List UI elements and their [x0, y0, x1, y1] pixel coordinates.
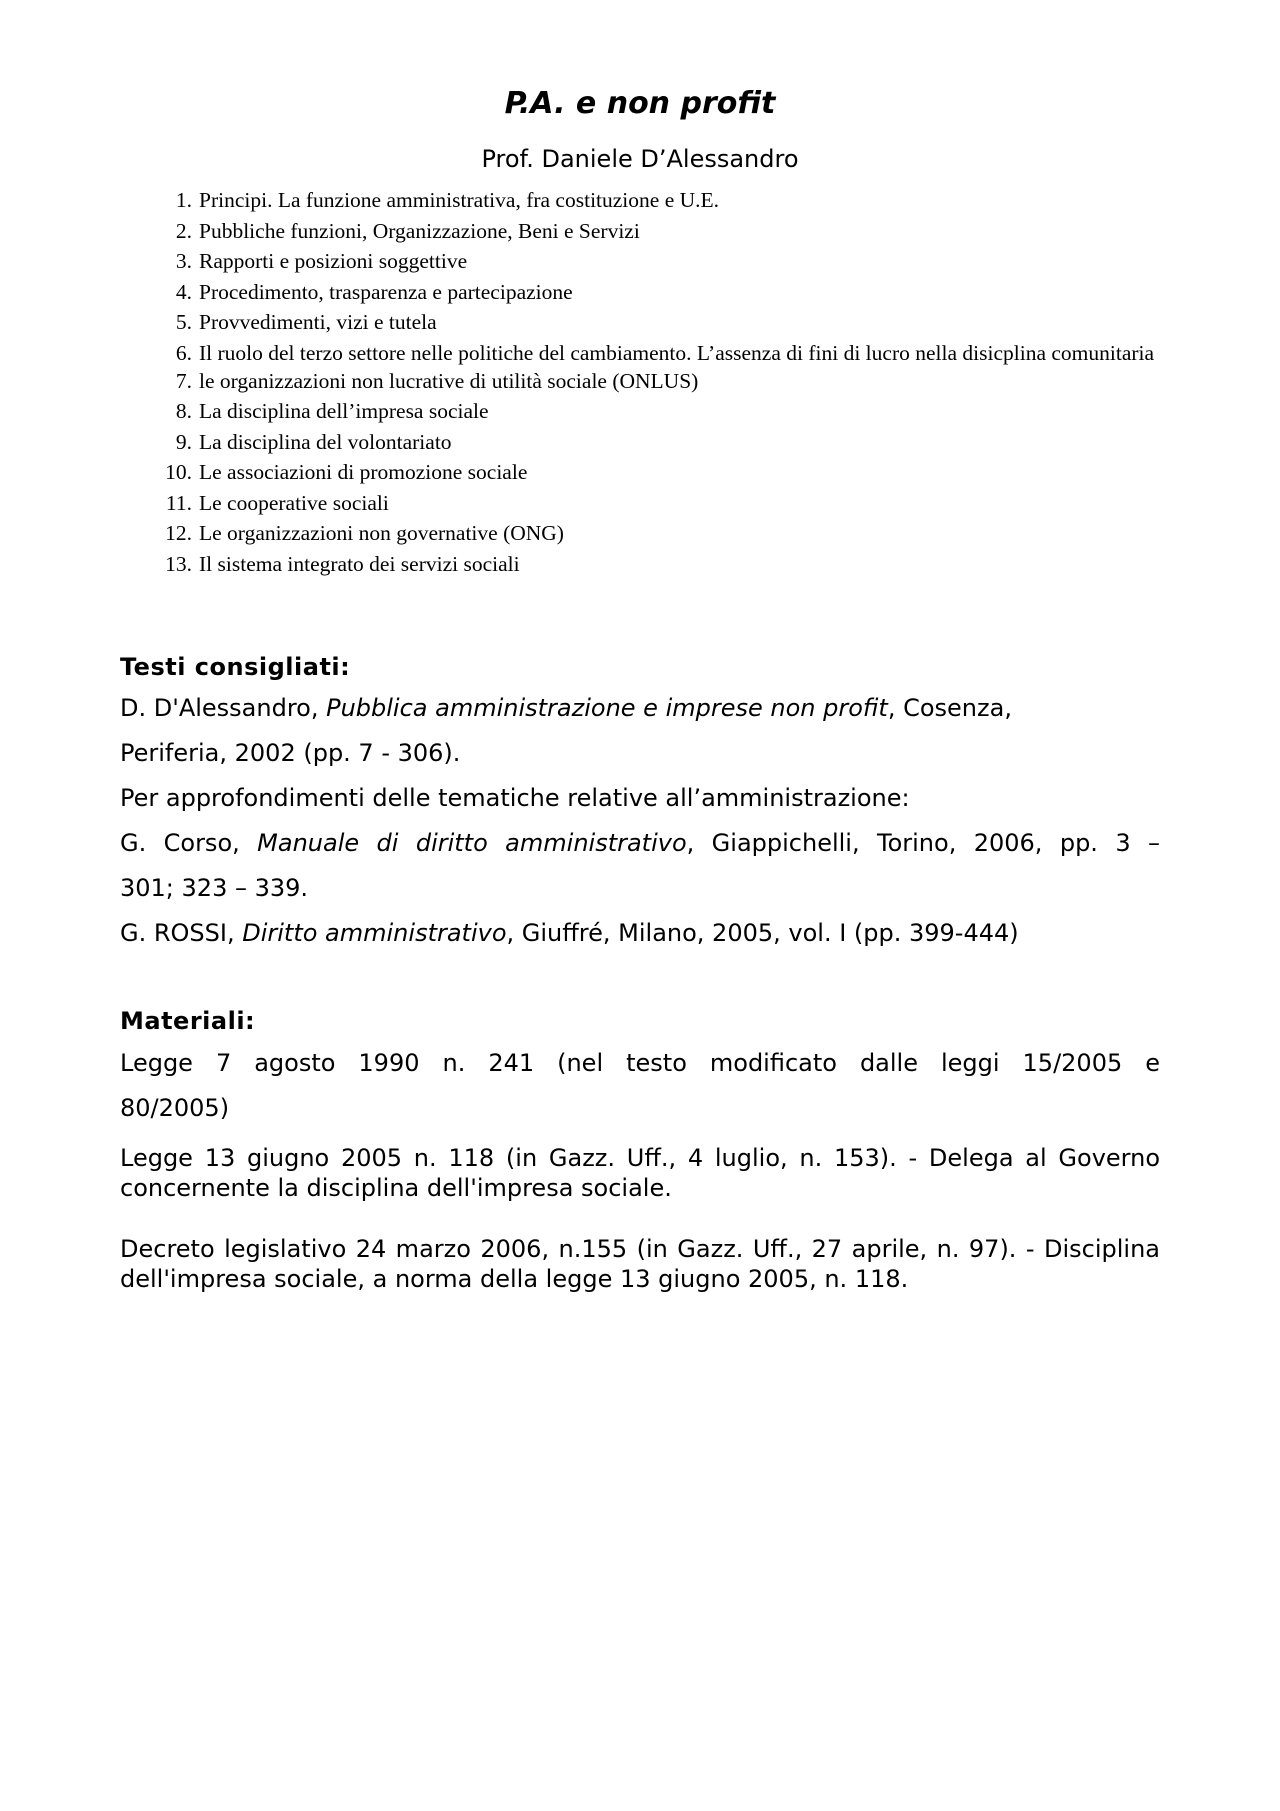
list-item-text: Pubbliche funzioni, Organizzazione, Beni e Servizi: [199, 218, 640, 243]
material-2: Legge 13 giugno 2005 n. 118 (in Gazz. Uff., 4 luglio, n. 153). - Delega al Governo concernente la disciplina dell'impresa sociale.: [120, 1144, 1160, 1202]
material-1: [120, 1041, 1160, 1131]
reference-title: Manuale di diritto amministrativo: [257, 829, 687, 857]
topic-list: [155, 188, 1200, 582]
list-item-number: 13.: [165, 551, 192, 576]
material-1-line-1: Legge 7 agosto 1990 n. 241 (nel testo modificato dalle leggi 15/2005 e: [120, 1049, 1160, 1077]
list-item-text: Principi. La funzione amministrativa, fra costituzione e U.E.: [199, 188, 720, 212]
list-item-number: 1.: [175, 188, 192, 212]
reference-2-line-2: 301; 323 – 339.: [120, 874, 309, 902]
list-item: [155, 249, 1200, 274]
list-item-number: 4.: [175, 279, 192, 304]
list-item: [155, 188, 1200, 213]
reference-2-line-1: [120, 821, 1160, 866]
reference-title: Pubblica amministrazione e imprese non profit: [326, 694, 888, 722]
list-item-number: 3.: [175, 249, 192, 273]
list-item: [155, 310, 1200, 335]
reference-title: Diritto amministrativo: [242, 919, 507, 947]
testi-intro: Per approfondimenti delle tematiche relative all’amministrazione:: [120, 784, 910, 812]
list-item-text: le organizzazioni non lucrative di utilità sociale (ONLUS): [199, 368, 699, 393]
list-item-text: Le associazioni di promozione sociale: [199, 460, 528, 484]
list-item: [155, 430, 1200, 455]
list-item-number: 9.: [175, 429, 192, 454]
list-item-number: 6.: [175, 340, 192, 365]
list-item-number: 12.: [165, 521, 192, 545]
list-item-text: La disciplina dell’impresa sociale: [199, 399, 489, 423]
list-item: [155, 491, 1200, 516]
list-item-number: 11.: [165, 490, 192, 515]
list-item: [155, 341, 1200, 366]
list-item: [155, 460, 1200, 485]
list-item-text: La disciplina del volontariato: [199, 429, 452, 454]
reference-3: [120, 911, 1160, 956]
reference-author: G. Corso,: [120, 829, 258, 857]
list-item-number: 10.: [165, 460, 192, 484]
reference-2: [120, 821, 1160, 911]
author-line: Prof. Daniele D’Alessandro: [481, 145, 799, 173]
reference-author: G. ROSSI,: [120, 919, 243, 947]
reference-details: , Giappichelli, Torino, 2006, pp. 3 –: [686, 829, 1161, 857]
list-item: [155, 521, 1200, 546]
list-item-text: Procedimento, trasparenza e partecipazione: [199, 279, 573, 304]
list-item-text: Il sistema integrato dei servizi sociali: [199, 551, 520, 576]
list-item-number: 5.: [175, 310, 192, 334]
material-1-line-2: 80/2005): [120, 1094, 230, 1122]
reference-author: D. D'Alessandro,: [120, 694, 327, 722]
list-item-number: 7.: [175, 368, 192, 393]
list-item-text: Le organizzazioni non governative (ONG): [199, 521, 564, 545]
reference-details: , Giuffré, Milano, 2005, vol. I (pp. 399-444): [506, 919, 1019, 947]
list-item: [155, 369, 1200, 394]
list-item-text: Rapporti e posizioni soggettive: [199, 249, 468, 273]
testi-heading: Testi consigliati:: [120, 653, 351, 681]
list-item-text: Le cooperative sociali: [199, 490, 389, 515]
materiali-heading: Materiali:: [120, 1007, 256, 1035]
list-item: [155, 280, 1200, 305]
list-item: [155, 219, 1200, 244]
reference-1-line-1: [120, 686, 1160, 731]
list-item-number: 2.: [175, 218, 192, 243]
list-item-text: Provvedimenti, vizi e tutela: [199, 310, 437, 334]
list-item-text: Il ruolo del terzo settore nelle politiche del cambiamento. L’assenza di fini di lucro nella disicplina comunitaria: [199, 340, 1155, 365]
reference-1-line-2: Periferia, 2002 (pp. 7 - 306).: [120, 739, 461, 767]
list-item: [155, 552, 1200, 577]
reference-details: , Cosenza,: [887, 694, 1012, 722]
list-item: [155, 399, 1200, 424]
list-item-number: 8.: [175, 399, 192, 423]
page-title: P.A. e non profit: [504, 86, 776, 121]
material-3: Decreto legislativo 24 marzo 2006, n.155 (in Gazz. Uff., 27 aprile, n. 97). - Disciplina dell'impresa sociale, a norma della legge 13 giugno 2005, n. 118.: [120, 1235, 1160, 1293]
reference-1: [120, 686, 1160, 776]
